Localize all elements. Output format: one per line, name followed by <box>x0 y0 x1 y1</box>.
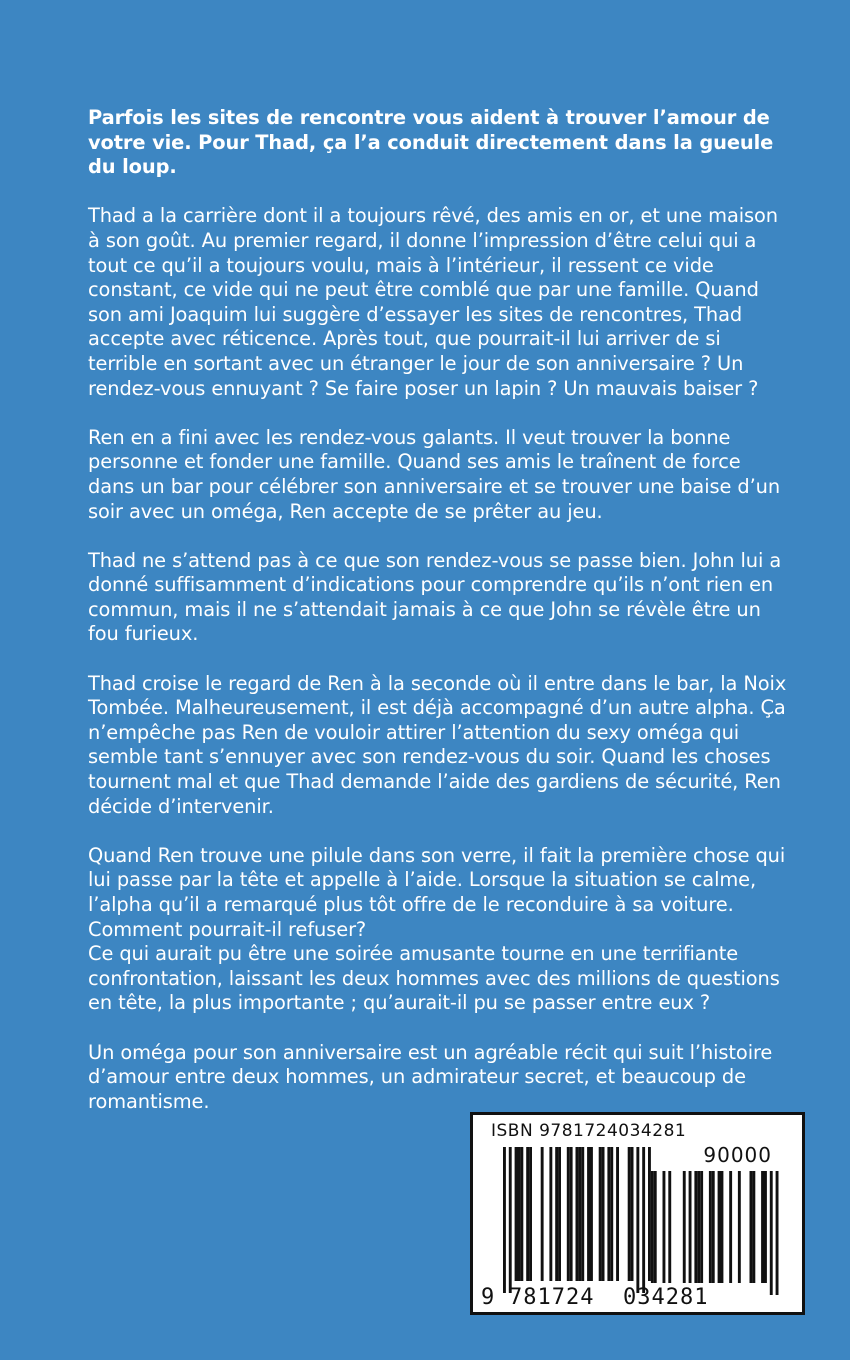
price-code: 90000 <box>703 1143 772 1167</box>
blurb-hook: Parfois les sites de rencontre vous aident à trouver l’amour de votre vie. Pour Thad, ça l’a conduit directement dans la gueule du loup. <box>88 106 774 179</box>
isbn-digit-first: 9 <box>481 1285 496 1310</box>
barcode-icon <box>481 1145 799 1295</box>
blurb-text <box>88 106 788 1139</box>
blurb-paragraph-summary: Un oméga pour son anniversaire est un agréable récit qui suit l’histoire d’amour entre deux hommes, un admirateur secret, et beaucoup de romantisme. <box>88 1040 773 1113</box>
isbn-label: ISBN 9781724034281 <box>491 1121 687 1141</box>
blurb-paragraph-thad: Thad a la carrière dont il a toujours rêvé, des amis en or, et une maison à son goût. Au premier regard, il donne l’impression d’être celui qui a tout ce qu’il a toujours voulu, mais à l’intérieur, il ressent ce vide constant, ce vide qui ne peut être comblé que par une famille. Quand son ami Joaquim lui suggère d’essayer les sites de rencontres, Thad accepte avec réticence. Après tout, que pourrait-il lui arriver de si terrible en sortant avec un étranger le jour de son anniversaire ? Un rendez-vous ennuyant ? Se faire poser un lapin ? Un mauvais baiser ? <box>88 204 778 400</box>
isbn-digits-left: 781724 <box>509 1285 595 1310</box>
blurb-paragraph-confrontation: Ce qui aurait pu être une soirée amusante tourne en une terrifiante confrontation, laissant les deux hommes avec des millions de questions en tête, la plus importante ; qu’aurait-il pu se passer entre eux ? <box>88 942 780 1015</box>
blurb-paragraph-date: Thad ne s’attend pas à ce que son rendez-vous se passe bien. John lui a donné suffisamment d’indications pour comprendre qu’ils n’ont rien en commun, mais il ne s’attendait jamais à ce que John se révèle être un fou furieux. <box>88 548 782 646</box>
isbn-barcode-box <box>470 1112 805 1315</box>
isbn-digits-right: 034281 <box>623 1285 709 1310</box>
blurb-paragraph-pill: Quand Ren trouve une pilule dans son verre, il fait la première chose qui lui passe par la tête et appelle à l’aide. Lorsque la situation se calme, l’alpha qu’il a remarqué plus tôt offre de le reconduire à sa voiture. Comment pourrait-il refuser? <box>88 843 786 941</box>
blurb-paragraph-bar: Thad croise le regard de Ren à la seconde où il entre dans le bar, la Noix Tombée. Malheureusement, il est déjà accompagné d’un autre alpha. Ça n’empêche pas Ren de vouloir attirer l’attention du sexy oméga qui semble tant s’ennuyer avec son rendez-vous du soir. Quand les choses tournent mal et que Thad demande l’aide des gardiens de sécurité, Ren décide d’intervenir. <box>88 671 787 818</box>
blurb-paragraph-ren: Ren en a fini avec les rendez-vous galants. Il veut trouver la bonne personne et fonder une famille. Quand ses amis le traînent de force dans un bar pour célébrer son anniversaire et se trouver une baise d’un soir avec un oméga, Ren accepte de se prêter au jeu. <box>88 425 781 523</box>
